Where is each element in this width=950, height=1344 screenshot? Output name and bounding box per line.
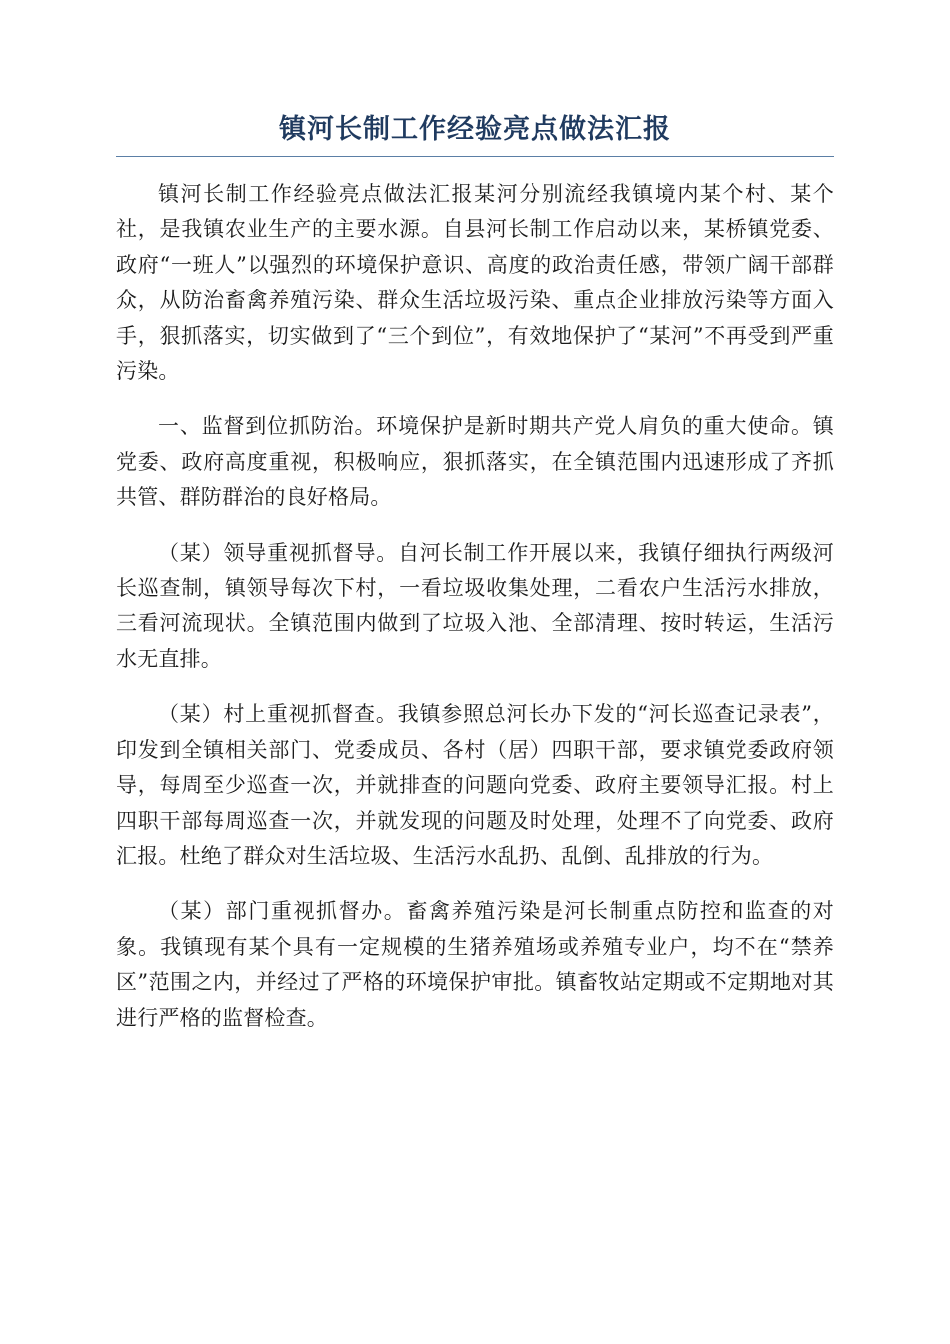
paragraph-village: （某）村上重视抓督查。我镇参照总河长办下发的“河长巡查记录表”，印发到全镇相关部门、党委成员、各村（居）四职干部，要求镇党委政府领导，每周至少巡查一次，并就排查的问题向党委、政府主要领导汇报。村上四职干部每周巡查一次，并就发现的问题及时处理，处理不了向党委、政府汇报。杜绝了群众对生活垃圾、生活污水乱扔、乱倒、乱排放的行为。	[116, 702, 834, 868]
document-body	[116, 177, 834, 1056]
document-title: 镇河长制工作经验亮点做法汇报	[279, 114, 671, 145]
paragraph-leadership: （某）领导重视抓督导。自河长制工作开展以来，我镇仔细执行两级河长巡查制，镇领导每次下村，一看垃圾收集处理，二看农户生活污水排放，三看河流现状。全镇范围内做到了垃圾入池、全部清理、按时转运，生活污水无直排。	[116, 540, 834, 671]
title-block	[116, 112, 834, 157]
paragraph-section-1: 一、监督到位抓防治。环境保护是新时期共产党人肩负的重大使命。镇党委、政府高度重视，积极响应，狠抓落实，在全镇范围内迅速形成了齐抓共管、群防群治的良好格局。	[116, 414, 834, 510]
paragraph-intro: 镇河长制工作经验亮点做法汇报某河分别流经我镇境内某个村、某个社，是我镇农业生产的主要水源。自县河长制工作启动以来，某桥镇党委、政府“一班人”以强烈的环境保护意识、高度的政治责任感，带领广阔干部群众，从防治畜禽养殖污染、群众生活垃圾污染、重点企业排放污染等方面入手，狠抓落实，切实做到了“三个到位”，有效地保护了“某河”不再受到严重污染。	[116, 182, 834, 384]
paragraph-department: （某）部门重视抓督办。畜禽养殖污染是河长制重点防控和监查的对象。我镇现有某个具有一定规模的生猪养殖场或养殖专业户，均不在“禁养区”范围之内，并经过了严格的环境保护审批。镇畜牧站定期或不定期地对其进行严格的监督检查。	[116, 899, 834, 1030]
